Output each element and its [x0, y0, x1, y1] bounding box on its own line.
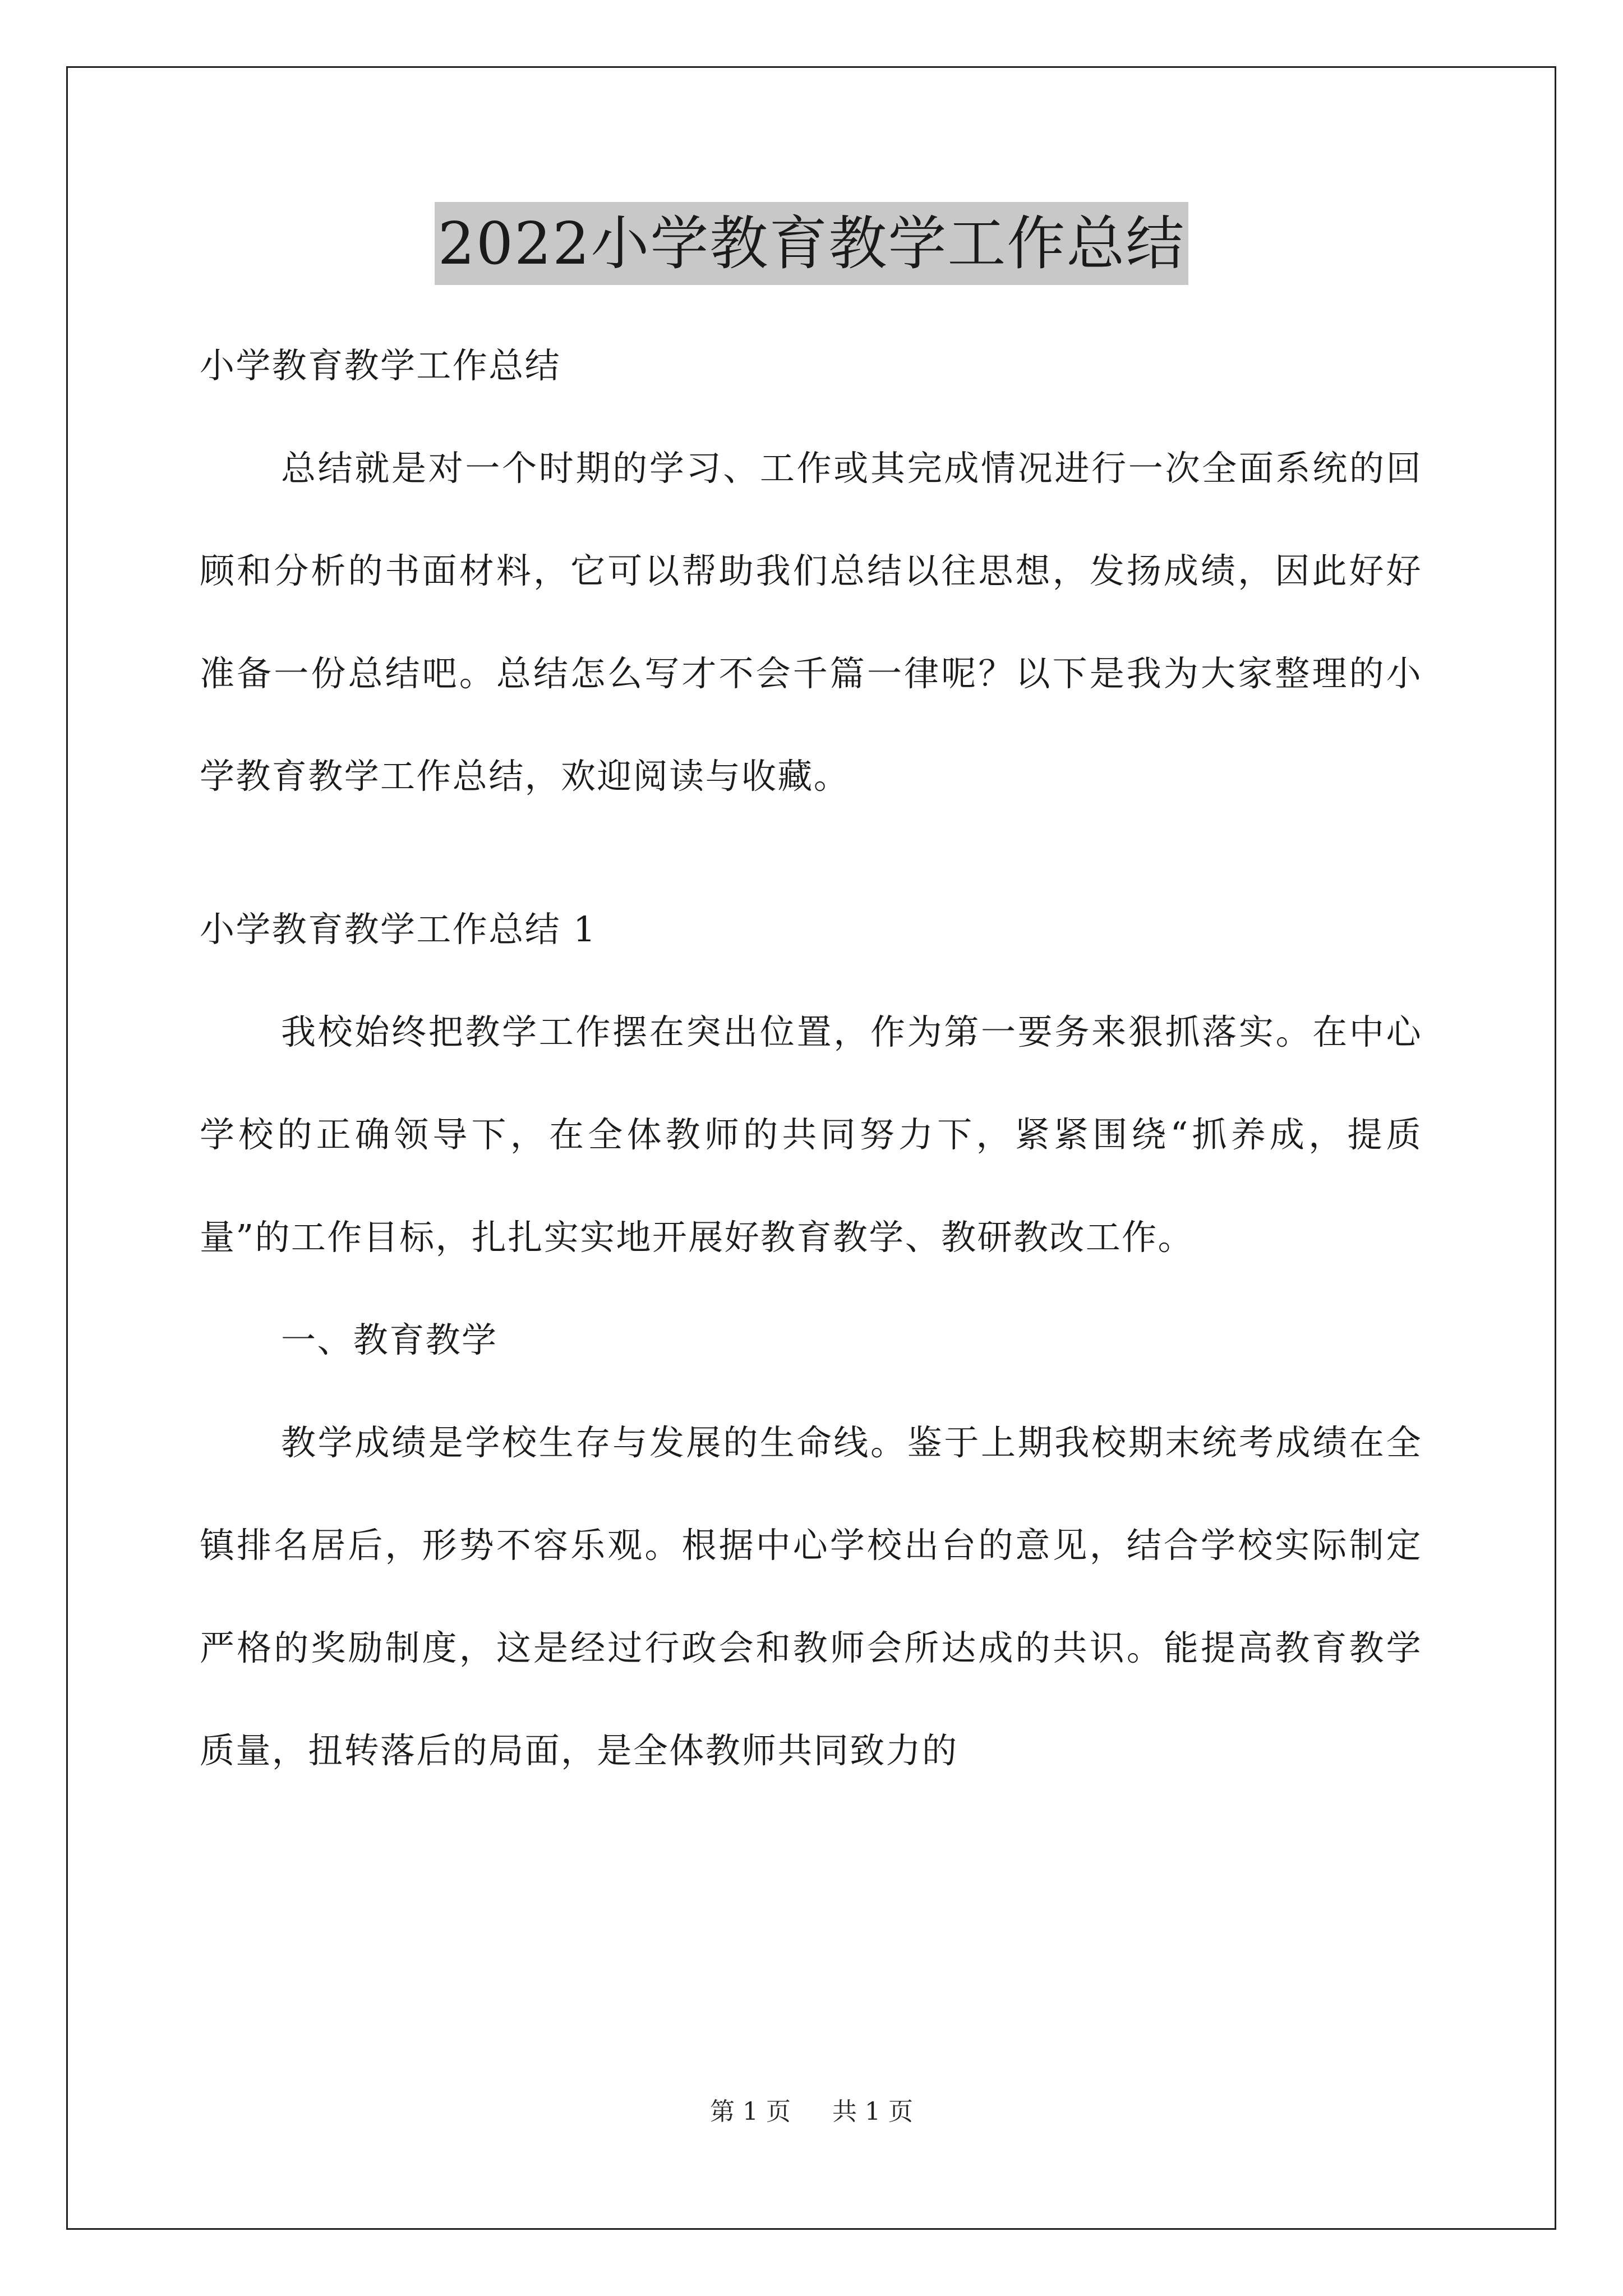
document-title: 2022小学教育教学工作总结: [435, 202, 1189, 285]
education-paragraph: 教学成绩是学校生存与发展的生命线。鉴于上期我校期末统考成绩在全镇排名居后，形势不容乐观。根据中心学校出台的意见，结合学校实际制定严格的奖励制度，这是经过行政会和教师会所达成的共识。能提高教育教学质量，扭转落后的局面，是全体教师共同致力的: [200, 1422, 1422, 1771]
page-number-total: 共 1 页: [832, 2097, 913, 2126]
document-body: [200, 314, 1422, 1802]
section-heading-1: 小学教育教学工作总结 1: [200, 909, 597, 950]
section-1-paragraph: 我校始终把教学工作摆在突出位置，作为第一要务来狠抓落实。在中心学校的正确领导下，在全体教师的共同努力下，紧紧围绕“抓养成，提质量”的工作目标，扎扎实实地开展好教育教学、教研教改工作。: [200, 1011, 1422, 1258]
section-spacer: [200, 827, 1422, 878]
subtitle-heading: 小学教育教学工作总结: [200, 345, 561, 386]
intro-paragraph: 总结就是对一个时期的学习、工作或其完成情况进行一次全面系统的回顾和分析的书面材料，它可以帮助我们总结以往思想，发扬成绩，因此好好准备一份总结吧。总结怎么写才不会千篇一律呢？以下是我为大家整理的小学教育教学工作总结，欢迎阅读与收藏。: [200, 448, 1422, 797]
subsection-heading-education: 一、教育教学: [281, 1319, 498, 1360]
page-footer: [0, 2091, 1623, 2127]
title-container: [0, 202, 1623, 285]
page-number-current: 第 1 页: [710, 2097, 791, 2126]
